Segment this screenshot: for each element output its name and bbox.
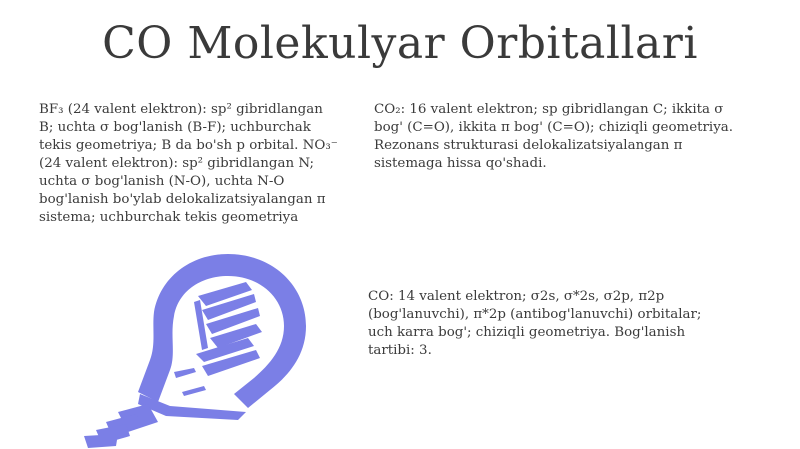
page-title: CO Molekulyar Orbitallari bbox=[102, 18, 698, 69]
text-block-co2: CO₂: 16 valent elektron; sp gibridlangan C; ikkita σ bog' (C=O), ikkita π bog' (C=O); chiziqli geometriya. Rezonans strukturasi delokalizatsiyalangan π sistemaga hissa qo'shadi. bbox=[374, 102, 734, 171]
text-block-co: CO: 14 valent elektron; σ2s, σ*2s, σ2p, π2p (bog'lanuvchi), π*2p (antibog'lanuvchi) orbitalar; uch karra bog'; chiziqli geometriya. Bog'lanish tartibi: 3. bbox=[368, 289, 702, 358]
text-block-bf3-no3: BF₃ (24 valent elektron): sp² gibridlangan B; uchta σ bog'lanish (B-F); uchburchak tekis geometriya; B da bo'sh p orbital. NO₃⁻ (24 valent elektron): sp² gibridlangan N; uchta σ bog'lanish (N-O), uchta N-O bog'lanish bo'ylab delokalizatsiyalangan π sistema; uchburchak tekis geometriya bbox=[39, 102, 338, 225]
lightbulb-book-icon bbox=[78, 244, 318, 449]
